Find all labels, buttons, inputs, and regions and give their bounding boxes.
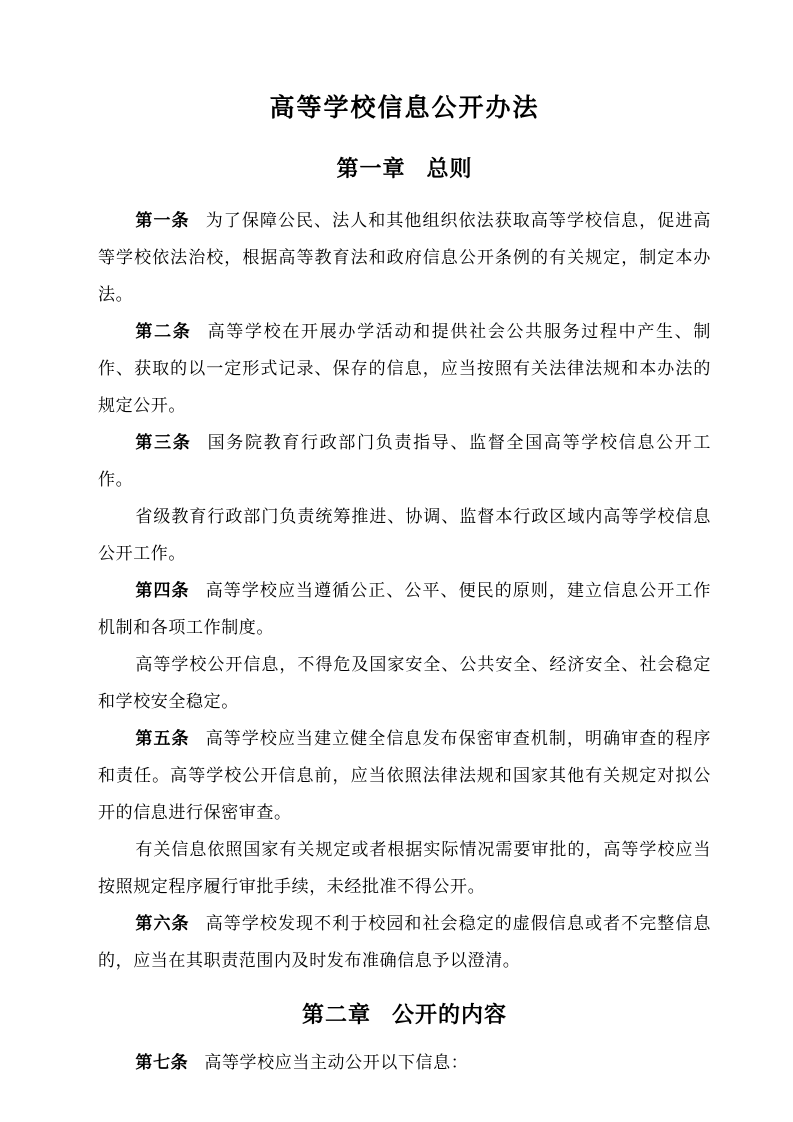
article-2-paragraph <box>98 313 711 424</box>
chapter-1-number: 第一章 <box>336 156 406 181</box>
chapter-1-title: 总则 <box>426 156 473 181</box>
article-1-label: 第一条 <box>135 211 190 230</box>
article-7-label: 第七条 <box>135 1053 189 1072</box>
article-7-paragraph <box>98 1044 711 1081</box>
article-6-paragraph <box>98 905 711 979</box>
article-5-text: 高等学校应当建立健全信息发布保密审查机制，明确审查的程序和责任。高等学校公开信息前，应当依照法律法规和国家其他有关规定对拟公开的信息进行保密审查。 <box>98 729 711 822</box>
article-3-text: 国务院教育行政部门负责指导、监督全国高等学校信息公开工作。 <box>98 433 711 489</box>
article-3-paragraph <box>98 424 711 498</box>
chapter-1-heading <box>98 153 711 185</box>
article-2-text: 高等学校在开展办学活动和提供社会公共服务过程中产生、制作、获取的以一定形式记录、保存的信息，应当按照有关法律法规和本办法的规定公开。 <box>98 322 711 415</box>
article-1-paragraph <box>98 202 711 313</box>
article-5-label: 第五条 <box>135 729 190 748</box>
article-3-sub-text: 省级教育行政部门负责统筹推进、协调、监督本行政区域内高等学校信息公开工作。 <box>98 507 711 563</box>
document-title: 高等学校信息公开办法 <box>269 94 540 122</box>
article-1-text: 为了保障公民、法人和其他组织依法获取高等学校信息，促进高等学校依法治校，根据高等教育法和政府信息公开条例的有关规定，制定本办法。 <box>98 211 711 304</box>
article-4-paragraph <box>98 572 711 646</box>
chapter-2-title: 公开的内容 <box>391 1002 507 1027</box>
article-4-paragraph-2 <box>98 646 711 720</box>
article-5-paragraph-2 <box>98 831 711 905</box>
article-5-sub-text: 有关信息依照国家有关规定或者根据实际情况需要审批的，高等学校应当按照规定程序履行审批手续，未经批准不得公开。 <box>98 840 711 896</box>
chapter-2-body <box>98 1044 711 1081</box>
article-3-paragraph-2 <box>98 498 711 572</box>
article-4-sub-text: 高等学校公开信息，不得危及国家安全、公共安全、经济安全、社会稳定和学校安全稳定。 <box>98 655 711 711</box>
article-4-text: 高等学校应当遵循公正、公平、便民的原则，建立信息公开工作机制和各项工作制度。 <box>98 581 711 637</box>
article-5-paragraph <box>98 720 711 831</box>
article-7-text: 高等学校应当主动公开以下信息： <box>204 1053 469 1072</box>
article-4-label: 第四条 <box>135 581 190 600</box>
article-6-label: 第六条 <box>135 914 190 933</box>
article-2-label: 第二条 <box>135 322 192 341</box>
chapter-2-number: 第二章 <box>302 1002 372 1027</box>
chapter-2-heading <box>98 999 711 1031</box>
chapter-1-body <box>98 202 711 979</box>
article-6-text: 高等学校发现不利于校园和社会稳定的虚假信息或者不完整信息的，应当在其职责范围内及时发布准确信息予以澄清。 <box>98 914 711 970</box>
article-3-label: 第三条 <box>135 433 192 452</box>
